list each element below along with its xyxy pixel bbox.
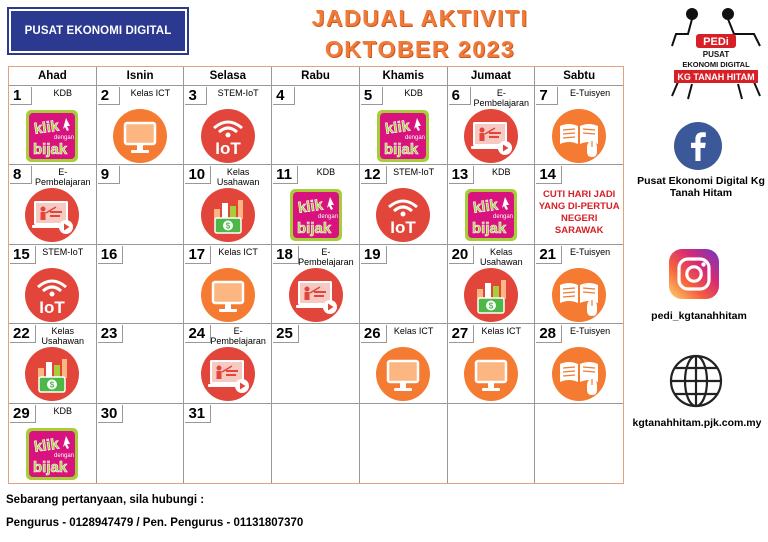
activity-label: KDB: [53, 405, 72, 416]
day-number: 4: [273, 87, 295, 105]
calendar-day-18[interactable]: [272, 245, 360, 323]
day-number: 23: [98, 325, 124, 343]
activity-label: Kelas ICT: [481, 326, 522, 337]
calendar-day-14[interactable]: [535, 165, 623, 243]
activity-label: STEM-IoT: [217, 88, 259, 98]
calendar-day-30[interactable]: [97, 404, 185, 483]
elearn-activity-icon: [463, 108, 519, 164]
svg-text:klik: klik: [33, 117, 61, 138]
day-number: 31: [185, 405, 211, 423]
svg-text:dengan: dengan: [405, 135, 426, 141]
kdb-activity-icon: [288, 187, 344, 243]
calendar-week: [9, 245, 623, 324]
day-number: 27: [449, 325, 475, 343]
activity-label: E-Pembelajaran: [298, 246, 354, 267]
calendar-day-11[interactable]: [272, 165, 360, 243]
svg-text:dengan: dengan: [317, 214, 338, 221]
svg-text:$: $: [488, 301, 494, 311]
svg-text:bijak: bijak: [471, 220, 507, 238]
computer-monitor-icon: [463, 346, 519, 402]
day-number: 16: [98, 246, 124, 264]
kdb-activity-icon: [375, 108, 431, 164]
e-tuition-book-icon: [551, 267, 607, 323]
calendar-day-17[interactable]: [184, 245, 272, 323]
svg-text:klik: klik: [33, 435, 61, 456]
activity-label: Kelas Usahawan: [480, 246, 523, 267]
day-number: 6: [449, 87, 471, 105]
activity-label: STEM-IoT: [393, 167, 435, 178]
calendar-day-24[interactable]: [184, 324, 272, 402]
facebook-icon[interactable]: [673, 121, 723, 171]
day-number: 19: [361, 246, 387, 264]
svg-text:dengan: dengan: [54, 452, 75, 459]
calendar-day-1[interactable]: [9, 86, 97, 164]
calendar-day-7[interactable]: [535, 86, 623, 164]
calendar-week: [9, 165, 623, 244]
day-number: 2: [98, 87, 120, 105]
weekday-jumaat: Jumaat: [448, 67, 536, 85]
kdb-activity-icon: [463, 187, 519, 243]
usahawan-activity-icon: [200, 187, 256, 243]
organization-badge: PUSAT EKONOMI DIGITAL: [9, 9, 187, 53]
globe-icon[interactable]: [668, 353, 724, 409]
activity-label: KDB: [53, 88, 72, 98]
day-number: 24: [185, 325, 211, 343]
calendar-day-25[interactable]: [272, 324, 360, 402]
calendar-day-29[interactable]: [9, 404, 97, 483]
entrepreneur-money-icon: [463, 267, 519, 323]
day-number: 11: [273, 166, 298, 184]
facebook-name[interactable]: Pusat Ekonomi Digital Kg Tanah Hitam: [637, 175, 765, 199]
day-number: 20: [449, 246, 475, 264]
activity-label: Kelas ICT: [130, 88, 171, 98]
logo-ekonomi-text: EKONOMI DIGITAL: [682, 60, 750, 69]
iot-activity-icon: [24, 267, 80, 323]
svg-text:IoT: IoT: [390, 218, 416, 238]
day-number: 9: [98, 166, 120, 184]
activity-label: KDB: [404, 88, 423, 98]
iot-wifi-icon: [375, 187, 431, 243]
kdb-activity-icon: [24, 426, 80, 482]
calendar-day-21[interactable]: [535, 245, 623, 323]
usahawan-activity-icon: [24, 346, 80, 402]
elearn-activity-icon: [288, 267, 344, 323]
contact-intro: Sebarang pertanyaan, sila hubungi :: [6, 494, 205, 506]
instagram-handle[interactable]: pedi_kgtanahhitam: [651, 310, 747, 322]
klik-dengan-bijak-icon: [463, 187, 519, 243]
calendar-day-28[interactable]: [535, 324, 623, 402]
calendar-day-6[interactable]: [448, 86, 536, 164]
pedi-logo: [668, 4, 764, 102]
activity-label: Kelas Usahawan: [41, 326, 84, 347]
day-number: 17: [185, 246, 211, 264]
ict-activity-icon: [463, 346, 519, 402]
calendar-week: [9, 86, 623, 165]
usahawan-activity-icon: [463, 267, 519, 323]
day-number: 3: [185, 87, 207, 105]
page-subtitle-month: OKTOBER 2023: [324, 36, 516, 62]
weekday-selasa: Selasa: [184, 67, 272, 85]
svg-text:bijak: bijak: [296, 220, 331, 238]
svg-text:bijak: bijak: [384, 141, 419, 158]
instagram-icon[interactable]: [668, 248, 720, 300]
calendar-day-13[interactable]: [448, 165, 536, 243]
svg-text:IoT: IoT: [215, 139, 241, 158]
iot-activity-icon: [375, 187, 431, 243]
calendar-day-16[interactable]: [97, 245, 185, 323]
calendar-empty-cell: [360, 404, 448, 483]
page-title: JADUAL AKTIVITI: [311, 5, 529, 31]
e-learning-icon: [24, 187, 80, 243]
calendar-day-9[interactable]: [97, 165, 185, 243]
day-number: 26: [361, 325, 387, 343]
calendar-empty-cell: [448, 404, 536, 483]
day-number: 13: [449, 166, 475, 184]
day-number: 5: [361, 87, 383, 105]
day-number: 28: [536, 325, 562, 343]
activity-label: KDB: [492, 167, 511, 178]
weekday-header: [9, 67, 623, 86]
calendar-day-3[interactable]: [184, 86, 272, 164]
klik-dengan-bijak-icon: [24, 426, 80, 482]
activity-label: E-Tuisyen: [569, 326, 611, 337]
e-tuition-book-icon: [551, 108, 607, 164]
weekday-khamis: Khamis: [360, 67, 448, 85]
day-number: 21: [536, 246, 562, 264]
svg-text:$: $: [50, 380, 55, 390]
calendar-grid: [9, 86, 623, 483]
svg-text:dengan: dengan: [492, 214, 513, 221]
day-number: 12: [361, 166, 387, 184]
weekday-ahad: Ahad: [9, 67, 97, 85]
svg-text:klik: klik: [384, 117, 412, 138]
calendar-day-22[interactable]: [9, 324, 97, 402]
svg-text:$: $: [225, 221, 231, 231]
klik-dengan-bijak-icon: [24, 108, 80, 164]
activity-label: E-Tuisyen: [569, 88, 611, 98]
e-tuition-book-icon: [551, 346, 607, 402]
weekday-sabtu: Sabtu: [563, 70, 596, 82]
calendar-day-15[interactable]: [9, 245, 97, 323]
activity-label: E-Pembelajaran: [34, 167, 91, 188]
calendar-day-4[interactable]: [272, 86, 360, 164]
contact-phones: Pengurus - 0128947479 / Pen. Pengurus - 01131807370: [6, 517, 304, 529]
activity-label: E-Pembelajaran: [473, 88, 530, 108]
logo-pusat-text: PUSAT: [702, 50, 730, 59]
activity-label: KDB: [316, 167, 336, 178]
svg-text:IoT: IoT: [39, 297, 66, 317]
svg-text:klik: klik: [296, 196, 324, 218]
calendar-day-8[interactable]: [9, 165, 97, 243]
calendar-day-31[interactable]: [184, 404, 272, 483]
calendar-day-27[interactable]: [448, 324, 536, 402]
iot-activity-icon: [200, 108, 256, 164]
tuisyen-activity-icon: [551, 267, 607, 323]
day-number: 15: [10, 246, 36, 264]
elearn-activity-icon: [24, 187, 80, 243]
calendar-day-10[interactable]: [184, 165, 272, 243]
entrepreneur-money-icon: [200, 187, 256, 243]
tuisyen-activity-icon: [551, 346, 607, 402]
ict-activity-icon: [200, 267, 256, 323]
day-number: 14: [536, 166, 562, 184]
svg-text:bijak: bijak: [33, 141, 68, 158]
day-number: 25: [273, 325, 299, 343]
logo-pedi-text: PEDi: [703, 36, 729, 48]
e-learning-icon: [288, 267, 344, 323]
iot-wifi-icon: [200, 108, 256, 164]
calendar-empty-cell: [272, 404, 360, 483]
activity-label: E-Pembelajaran: [210, 326, 266, 347]
elearn-activity-icon: [200, 346, 256, 402]
svg-text:klik: klik: [471, 196, 499, 218]
activity-calendar: [8, 66, 624, 484]
weekday-rabu: Rabu: [272, 67, 360, 85]
day-number: 10: [185, 166, 211, 184]
activity-label: Kelas Usahawan: [216, 167, 260, 188]
calendar-week: [9, 404, 623, 483]
klik-dengan-bijak-icon: [288, 187, 344, 243]
holiday-note: CUTI HARI JADI YANG DI-PERTUA NEGERI SARAWAK: [538, 189, 620, 237]
activity-label: E-Tuisyen: [569, 246, 611, 257]
day-number: 22: [10, 325, 36, 343]
calendar-empty-cell: [535, 404, 623, 483]
entrepreneur-money-icon: [24, 346, 80, 402]
logo-place-text: KG TANAH HITAM: [677, 72, 755, 82]
svg-text:dengan: dengan: [54, 135, 75, 141]
activity-label: Kelas ICT: [218, 246, 258, 257]
day-number: 7: [536, 87, 558, 105]
calendar-day-20[interactable]: [448, 245, 536, 323]
calendar-day-19[interactable]: [360, 245, 448, 323]
day-number: 29: [10, 405, 36, 423]
e-learning-icon: [463, 108, 519, 164]
calendar-day-2[interactable]: [97, 86, 185, 164]
activity-label: STEM-IoT: [42, 246, 84, 257]
website-link[interactable]: kgtanahhitam.pjk.com.my: [632, 417, 762, 429]
iot-wifi-icon: [24, 267, 80, 323]
day-number: 18: [273, 246, 299, 264]
calendar-week: [9, 324, 623, 403]
calendar-day-5[interactable]: [360, 86, 448, 164]
day-number: 1: [10, 87, 32, 105]
day-number: 30: [98, 405, 124, 423]
computer-monitor-icon: [112, 108, 168, 164]
calendar-day-26[interactable]: [360, 324, 448, 402]
kdb-activity-icon: [24, 108, 80, 164]
computer-monitor-icon: [200, 267, 256, 323]
computer-monitor-icon: [375, 346, 431, 402]
ict-activity-icon: [112, 108, 168, 164]
klik-dengan-bijak-icon: [375, 108, 431, 164]
e-learning-icon: [200, 346, 256, 402]
calendar-day-12[interactable]: [360, 165, 448, 243]
day-number: 8: [10, 166, 32, 184]
svg-text:bijak: bijak: [33, 458, 68, 476]
weekday-isnin: Isnin: [97, 67, 185, 85]
tuisyen-activity-icon: [551, 108, 607, 164]
calendar-day-23[interactable]: [97, 324, 185, 402]
activity-label: Kelas ICT: [393, 326, 434, 337]
ict-activity-icon: [375, 346, 431, 402]
